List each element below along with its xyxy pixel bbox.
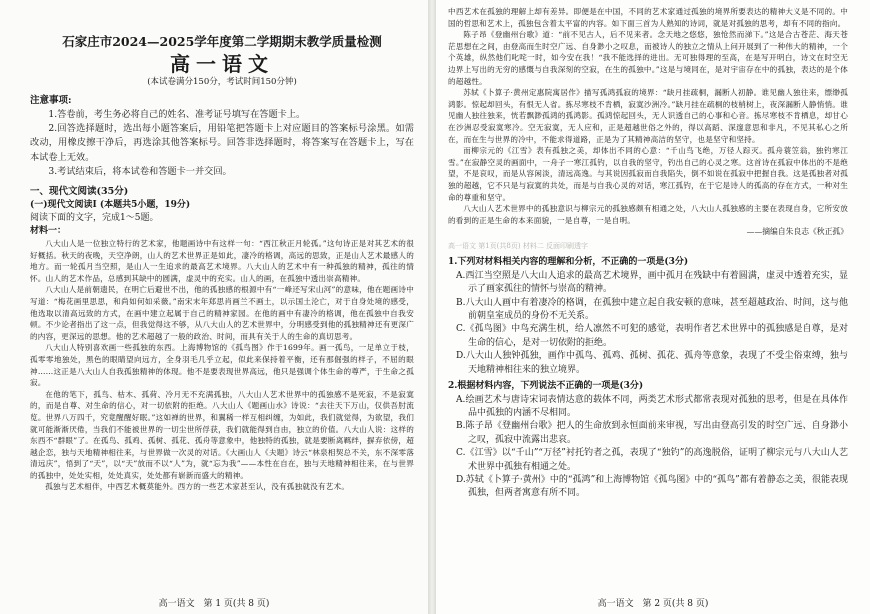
question-option: D.八大山人独钟孤独，画作中孤鸟、孤鸡、孤树、孤花、孤舟等意象，表现了不受尘俗束缚，独与天地精神相往来的独立境界。 — [456, 351, 848, 375]
question-option: C.《江雪》以“千山”“万径”衬托钓者之孤，表现了“独钓”的高逸脱俗，证明了柳宗元与八大山人艺术世界中孤独有相通之处。 — [456, 448, 848, 472]
question-option: A.绘画艺术与唐诗宋词表情达意的载体不同，两类艺术形式都常表现对孤独的思考，但是在具体作品中孤独的内涵不尽相同。 — [456, 394, 848, 418]
notice-item: 2.回答选择题时，选出每小题答案后，用铅笔把答题卡上对应题目的答案标号涂黑。如需改动，用橡皮擦干净后，再选涂其他答案标号。回答非选择题时，将答案写在答题卡上，写在本试卷上无效。 — [30, 123, 414, 163]
question-stem: 1.下列对材料相关内容的理解和分析，不正确的一项是(3分) — [448, 257, 689, 268]
passage-paragraph: 而柳宗元的《江雪》表有孤独之美，却体出不同的心意：“千山鸟飞绝，万径人踪灭。孤舟蓑笠翁，独钓寒江雪。”在寂静空灵的画面中，一舟子一寒江孤钓，以自我的坚守，钓出自己的心灵之寒。这首诗在孤寂中体出的不是绝望，不是哀叹，而是从容闲淡，清远高逸。与其说因孤寂而自我陷失，倒不如说在孤寂中把握自我。这是孤独者对孤独的超越，它不只是与寂寞的共处，而是与自我心灵的对话，寒江孤钓，在于它是诗人的孤高的存在方式，一种对生命的尊重和坚守。 — [448, 146, 848, 202]
question-option: A.西江当空照是八大山人追求的最高艺术境界，画中孤月在残缺中有着圆满，虚灵中透着充实，显示了画家孤往的情怀与崇高的精神。 — [456, 270, 848, 295]
subsection-heading: (一)现代文阅读Ⅰ (本题共5小题，19分) — [30, 200, 191, 211]
passage-paragraph: 陈子昂《登幽州台歌》道：“前不见古人，后不见来者。念天地之悠悠，独怆然而涕下。”这是合古苍茫、海天苍茫思想在之间，由登高而生时空广远、自身渺小之叹息，而被诗人的独立之情从上问开展到了一种伟大的精神，一个个英雄，纵然他们叱咤一时，如今安在我！“我不能选择的进出。无可独得理的至高，在是写开明白，诗文在时空无边界上写出的无穷的感慨与自我深刻的空寂，在生的孤独中。”这是与境同在，是对宇宙存在中的孤独，表达的是个体的超越性。 — [448, 30, 848, 86]
passage-paragraph: 中西艺术在孤独的理解上却有差异。即便是在中国，不同的艺术家通过孤独的境界所要表达的精神大义是不同的。中国的哲思和艺术上，孤独包含着太平富的内容。如下面三首为人熟知的诗词，就是对孤独的思考，却有不同的指向。 — [448, 7, 848, 28]
question-stem: 2.根据材料内容，下列说法不正确的一项是(3分) — [448, 381, 644, 392]
footer-page-number: 第 2 页(共 8 页) — [642, 599, 709, 609]
exam-info: (本试卷满分150分，考试时间150分钟) — [147, 77, 297, 87]
question-option: C.《孤鸟图》中鸟充满生机，给人凛然不可犯的感觉，表明作者艺术世界中的孤独感是自尊，是对生命的信心，是对一切依附的拒绝。 — [456, 324, 848, 348]
passage-paragraph: 八大山人艺术世界中的孤独意识与柳宗元的孤独感颇有相通之处，八大山人孤独感的主要在表现自身，它所安放的看到的正是生命的本来面貌，一是自尊，一是自明。 — [448, 204, 848, 225]
passage-paragraph: 八大山人特别喜欢画一些孤独的东西。上海博物馆的《孤鸟图》作于1699年。画一孤鸟，一足单立于枝，孤零零地独处，黑色的眼睛望向远方，全身羽毛几乎立起，似此来保持着平衡，还有那倔强的样子，不屈的眼神……这正是八大山人自我孤独精神的体现。他不是要表现世界高远，他只是强调个体生命的尊严，于生命之孤寂。 — [30, 343, 414, 388]
footer-subject: 高一语文 — [158, 599, 195, 609]
page-left — [0, 0, 428, 614]
question-option: B.陈子昂《登幽州台歌》把人的生命放到永恒面前来审视，写出由登高引发的时空广远、自身渺小之叹，孤寂中流露出悲哀。 — [456, 421, 848, 445]
passage-source: ——摘编自朱良志《秋正孤》 — [746, 227, 848, 237]
show-through-text: 高一语文 第1页(共8页) 材料二 反面印刷透字 — [448, 242, 589, 251]
page-gutter — [428, 0, 436, 614]
passage-paragraph: 孤独与艺术相伴，中西艺术概莫能外。西方的一些艺术家甚至认，没有孤独就没有艺术。 — [45, 482, 350, 492]
footer-page-number: 第 1 页(共 8 页) — [203, 599, 270, 609]
passage-paragraph: 苏轼《卜算子·黄州定惠院寓居作》描写孤鸿孤寂的境界：“缺月挂疏桐，漏断人初静。谁见幽人独往来，缥缈孤鸿影。惊起却回头，有恨无人省。拣尽寒枝不肯栖，寂寞沙洲冷。”缺月挂在疏桐的枝梢树上，夜深漏断人静悄悄。谁见幽人独往独来，恍若飘渺孤鸿的孤鸿影。孤鸿惊起回头，无人识透自己的心事和心音。拣尽寒枝不肯栖息，却甘心在沙洲忍受寂寞寒冷。空无寂寞，无人应和，正是超越世俗之外的，得以高蹈、深邃意思和非凡，不见其私心之所在，而在生与世界的冷中，不能求得道路，正是为了其精神高洁的坚守，也是坚守和坚持。 — [448, 88, 848, 144]
passage-paragraph: 八大山人是前朝遗民，在明亡后避世不出，他的孤独感的根源中有“一峰还写宋山河”的意味，他在题画诗中写道：“梅花画里思思，和尚如何如采薇。”南宋末年郑思肖画兰不画土，以示国土沦亡，对于自身处境的感受，他选取以清高远致的方式，在画中建立起属于自己的精神家园。在他的画中有凄冷的格调，他在孤独中自我安顿。不少论者指出了这一点，但我觉得这不够，从八大山人的艺术世界中，分明感受到他的孤独精神还有更深广的内容，更深远的思想。他的艺术超越了一般的政治、时间，而具有关于人的生命的真切思考。 — [30, 285, 414, 341]
page-footer-right — [436, 598, 870, 610]
page-footer-left — [0, 598, 428, 610]
material-label: 材料一： — [30, 226, 67, 237]
notice-heading: 注意事项: — [30, 95, 72, 106]
subject-title: 高一语文 — [170, 52, 274, 76]
page-right — [436, 0, 870, 614]
exam-title: 石家庄市2024—2025学年度第二学期期末教学质量检测 — [62, 34, 382, 49]
question-option: D.苏轼《卜算子·黄州》中的“孤鸿”和上海博物馆《孤鸟图》中的“孤鸟”都有着静态之美，很能表现孤独，但两者寓意有所不同。 — [456, 474, 848, 499]
passage-paragraph: 八大山人是一位独立特行的艺术家，他题画诗中有这样一句：“西江秋正月轮孤。”这句诗正是对其艺术的很好概括。秋天的夜晚，天空净朗，山人的艺术世界正是如此，凄冷的格调，高远的思致，正是山人艺术最感人的地方。而一轮孤月当空照，是山人一生追求的最高艺术境界。八大山人的艺术中有一种孤独的精神，孤往的情怀。山人的艺术作品，总感到其缺中的圆满，虚灵中的充实。山人的画，在孤独中透出崇高精神。 — [30, 239, 414, 283]
notice-item: 1.答卷前，考生务必将自己的姓名、准考证号填写在答题卡上。 — [48, 109, 306, 120]
notice-item: 3.考试结束后，将本试卷和答题卡一并交回。 — [48, 165, 232, 177]
question-option: B.八大山人画中有着凄冷的格调，在孤独中建立起自我安顿的意味，甚至超越政治、时间，这与他前朝皇室成员的身份不无关系。 — [456, 297, 848, 321]
section-heading: 一、现代文阅读(35分) — [30, 186, 129, 198]
reading-instruction: 阅读下面的文字，完成1～5题。 — [30, 213, 159, 224]
footer-subject: 高一语文 — [597, 599, 634, 609]
passage-paragraph: 在他的笔下，孤鸟、枯木、孤荷、冷月无不充满孤独，八大山人艺术世界中的孤独感不是死寂，不是寂寞的，而是自尊、对生命的信心，对一切依附的拒绝。八大山人《题画山水》诗说：“去往天下万山，仅供吾肘流览。世界八万四千，究竟醒醒好眠。”这如禅的世界，和翼稀一样互相纠缠，为如此，我们就觉得，为欲望，我们就可能渐渐厌倦，当我们不能被世界的一切尘世所俘获，我们就能得到自由，独立的价值。八大山人说：这样的东西不“群眼”了。在孤鸟、孤鸡、孤树、孤花、孤舟等意象中，他独特的孤独，就是要断离羁绊，摒弃依傍，超越企恋，独与天地精神相往来，与世界做一次灵的对话。《大画山人《夫题》诗云“林泉相契总不关，东不深零落清远庆”，悟到了“天”，以“天”放而不以“人”为，就“忘为我”——本性在自在，独与天地精神相往来，在与世界的孤独中，处处实相，处处真实，处处都有崭新而盛大的精神。 — [30, 389, 414, 480]
